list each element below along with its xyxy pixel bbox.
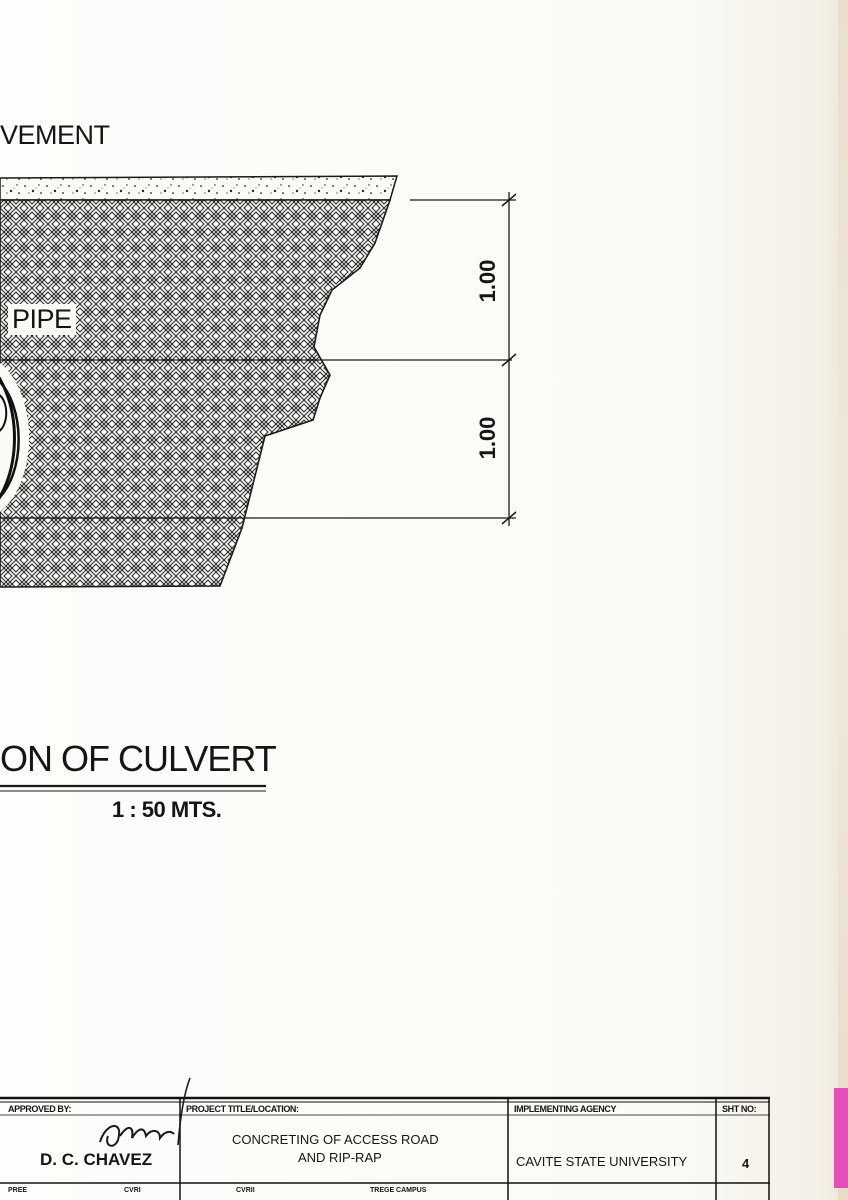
project-title-line2: AND RIP-RAP — [298, 1150, 382, 1165]
pavement-heading: VEMENT — [0, 120, 110, 150]
sheet-header: SHT NO: — [722, 1104, 757, 1114]
project-title-line1: CONCRETING OF ACCESS ROAD — [232, 1132, 439, 1147]
pipe-label: PIPE — [8, 304, 76, 335]
approver-footer-left: PREE — [8, 1187, 28, 1194]
approver-footer-right: CVRI — [124, 1187, 141, 1194]
dimension-upper: 1.00 — [475, 259, 500, 303]
approved-by-header: APPROVED BY: — [8, 1104, 72, 1114]
pavement-layer — [0, 176, 397, 200]
dimension-lower: 1.00 — [475, 416, 500, 460]
agency-header: IMPLEMENTING AGENCY — [514, 1104, 617, 1114]
agency-name: CAVITE STATE UNIVERSITY — [516, 1154, 688, 1169]
backfill-hatch — [0, 200, 390, 587]
section-title: ON OF CULVERT — [0, 738, 276, 779]
approver-name: D. C. CHAVEZ — [40, 1150, 153, 1169]
project-footer-left: CVRII — [236, 1187, 255, 1194]
sheet-number: 4 — [742, 1156, 750, 1171]
project-header: PROJECT TITLE/LOCATION: — [186, 1104, 299, 1114]
project-footer-right: TREGE CAMPUS — [370, 1187, 427, 1194]
scale-note: 1 : 50 MTS. — [112, 797, 222, 822]
title-block — [0, 1098, 770, 1200]
